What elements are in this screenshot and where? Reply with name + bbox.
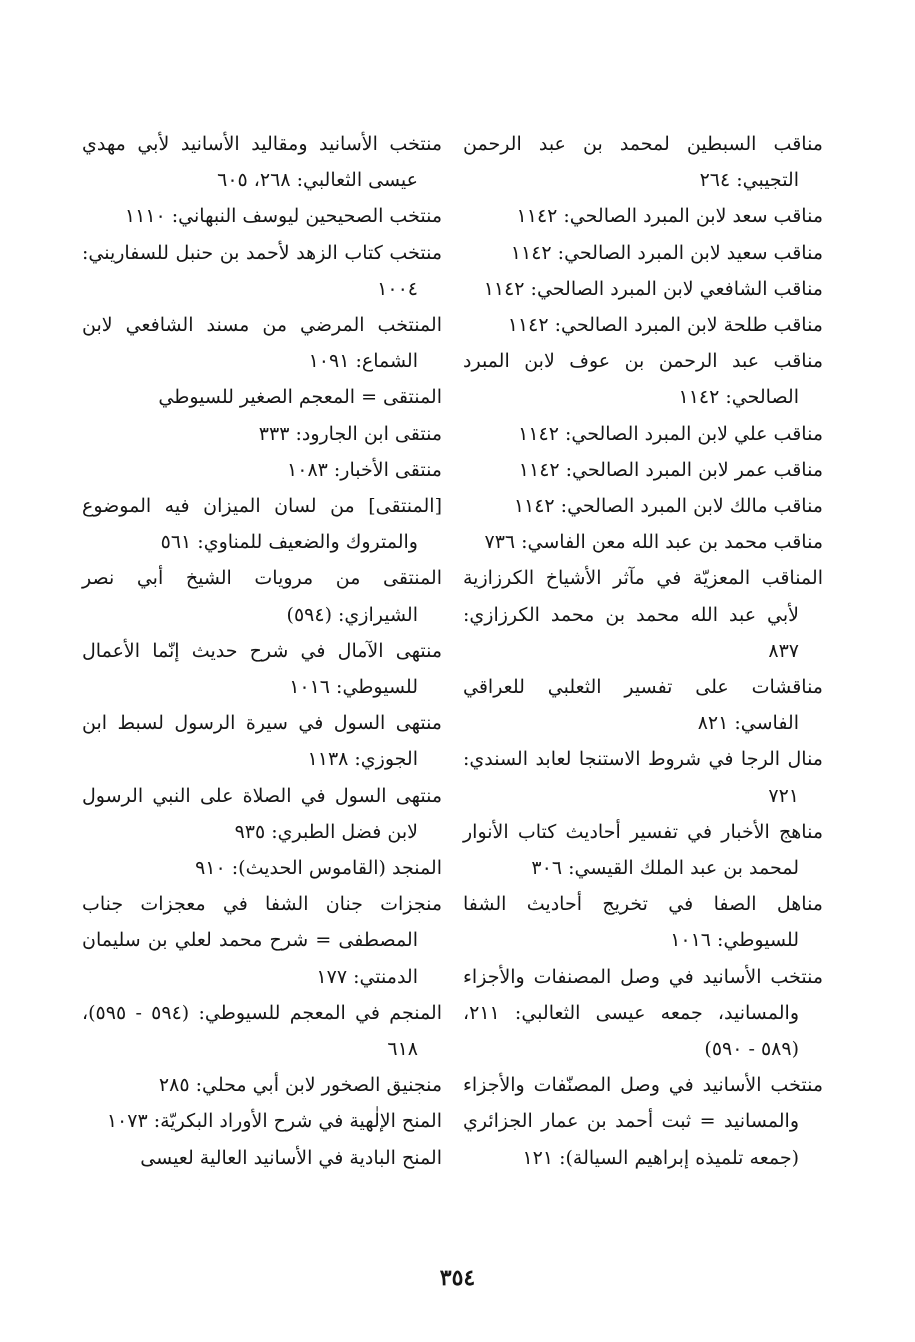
index-entry: مناقب السبطين لمحمد بن عبد الرحمن التجيبي: ٢٦٤ bbox=[463, 133, 823, 192]
index-entry: منتخب الأسانيد في وصل المصنفات والأجزاء والمسانيد، جمعه عيسى الثعالبي: ٢١١، (٥٨٩ - ٥٩٠) bbox=[463, 965, 823, 1061]
index-entry: مناقب الشافعي لابن المبرد الصالحي: ١١٤٢ bbox=[483, 277, 823, 300]
index-entry: [المنتقى] من لسان الميزان فيه الموضوع والمتروك والضعيف للمناوي: ٥٦١ bbox=[82, 495, 442, 554]
page-number: ٣٥٤ bbox=[439, 1265, 476, 1291]
index-entry: منتهى الآمال في شرح حديث إنّما الأعمال للسيوطي: ١٠١٦ bbox=[82, 639, 442, 699]
index-entry: مناهل الصفا في تخريج أحاديث الشفا للسيوطي: ١٠١٦ bbox=[463, 893, 823, 952]
index-entry: مناقب عمر لابن المبرد الصالحي: ١١٤٢ bbox=[518, 458, 823, 481]
index-entry: منال الرجا في شروط الاستنجا لعابد السندي: ٧٢١ bbox=[463, 748, 823, 807]
index-entry: المنتقى = المعجم الصغير للسيوطي bbox=[158, 386, 442, 409]
index-entry: المنح البادية في الأسانيد العالية لعيسى bbox=[140, 1146, 442, 1169]
index-entry: منتخب كتاب الزهد لأحمد بن حنبل للسفاريني: ١٠٠٤ bbox=[82, 241, 442, 300]
index-entry: المنجم في المعجم للسيوطي: (٥٩٤ - ٥٩٥)، ٦١٨ bbox=[82, 1001, 442, 1061]
index-entry: منجنيق الصخور لابن أبي محلي: ٢٨٥ bbox=[158, 1074, 442, 1097]
index-entry: منتهى السول في الصلاة على النبي الرسول لابن فضل الطبري: ٩٣٥ bbox=[82, 784, 442, 843]
index-entry: مناقب محمد بن عبد الله معن الفاسي: ٧٣٦ bbox=[484, 531, 823, 554]
index-entry: منتخب الأسانيد ومقاليد الأسانيد لأبي مهدي عيسى الثعالبي: ٢٦٨، ٦٠٥ bbox=[82, 133, 442, 192]
index-entry: المنتخب المرضي من مسند الشافعي لابن الشماع: ١٠٩١ bbox=[82, 314, 442, 373]
index-entry: منجزات جنان الشفا في معجزات جناب المصطفى = شرح محمد لعلي بن سليمان الدمنتي: ١٧٧ bbox=[82, 893, 442, 988]
index-entry: المناقب المعزيّة في مآثر الأشياخ الكرزازية لأبي عبد الله محمد بن محمد الكرزازي: ٨٣٧ bbox=[463, 567, 823, 662]
index-entry: المنتقى من مرويات الشيخ أبي نصر الشيرازي: (٥٩٤) bbox=[82, 567, 442, 626]
index-entry: المنح الإلٰهية في شرح الأوراد البكريّة: ١٠٧٣ bbox=[106, 1110, 442, 1133]
index-entry: مناهج الأخبار في تفسير أحاديث كتاب الأنوار لمحمد بن عبد الملك القيسي: ٣٠٦ bbox=[463, 820, 823, 880]
index-entry: منتقى الأخبار: ١٠٨٣ bbox=[287, 458, 442, 481]
left-column bbox=[82, 126, 442, 1176]
index-entry: مناقب عبد الرحمن بن عوف لابن المبرد الصالحي: ١١٤٢ bbox=[463, 350, 823, 409]
index-entry: مناقب سعد لابن المبرد الصالحي: ١١٤٢ bbox=[516, 205, 823, 228]
index-entry: مناقب علي لابن المبرد الصالحي: ١١٤٢ bbox=[518, 422, 823, 445]
index-entry: منتهى السول في سيرة الرسول لسبط ابن الجوزي: ١١٣٨ bbox=[82, 712, 442, 771]
index-entry: منتخب الأسانيد في وصل المصنّفات والأجزاء والمسانيد = ثبت أحمد بن عمار الجزائري (جمعه تلميذه إبراهيم السيالة): ١٢١ bbox=[463, 1074, 823, 1169]
index-entry: مناقشات على تفسير الثعلبي للعراقي الفاسي: ٨٢١ bbox=[463, 676, 823, 735]
index-entry: مناقب طلحة لابن المبرد الصالحي: ١١٤٢ bbox=[507, 314, 823, 337]
index-entry: منتخب الصحيحين ليوسف النبهاني: ١١١٠ bbox=[124, 205, 442, 228]
index-entry: مناقب مالك لابن المبرد الصالحي: ١١٤٢ bbox=[513, 495, 823, 518]
index-entry: المنجد (القاموس الحديث): ٩١٠ bbox=[195, 857, 442, 880]
right-column bbox=[463, 126, 823, 1176]
index-entry: منتقى ابن الجارود: ٣٣٣ bbox=[258, 422, 442, 445]
index-entry: مناقب سعيد لابن المبرد الصالحي: ١١٤٢ bbox=[510, 241, 823, 264]
